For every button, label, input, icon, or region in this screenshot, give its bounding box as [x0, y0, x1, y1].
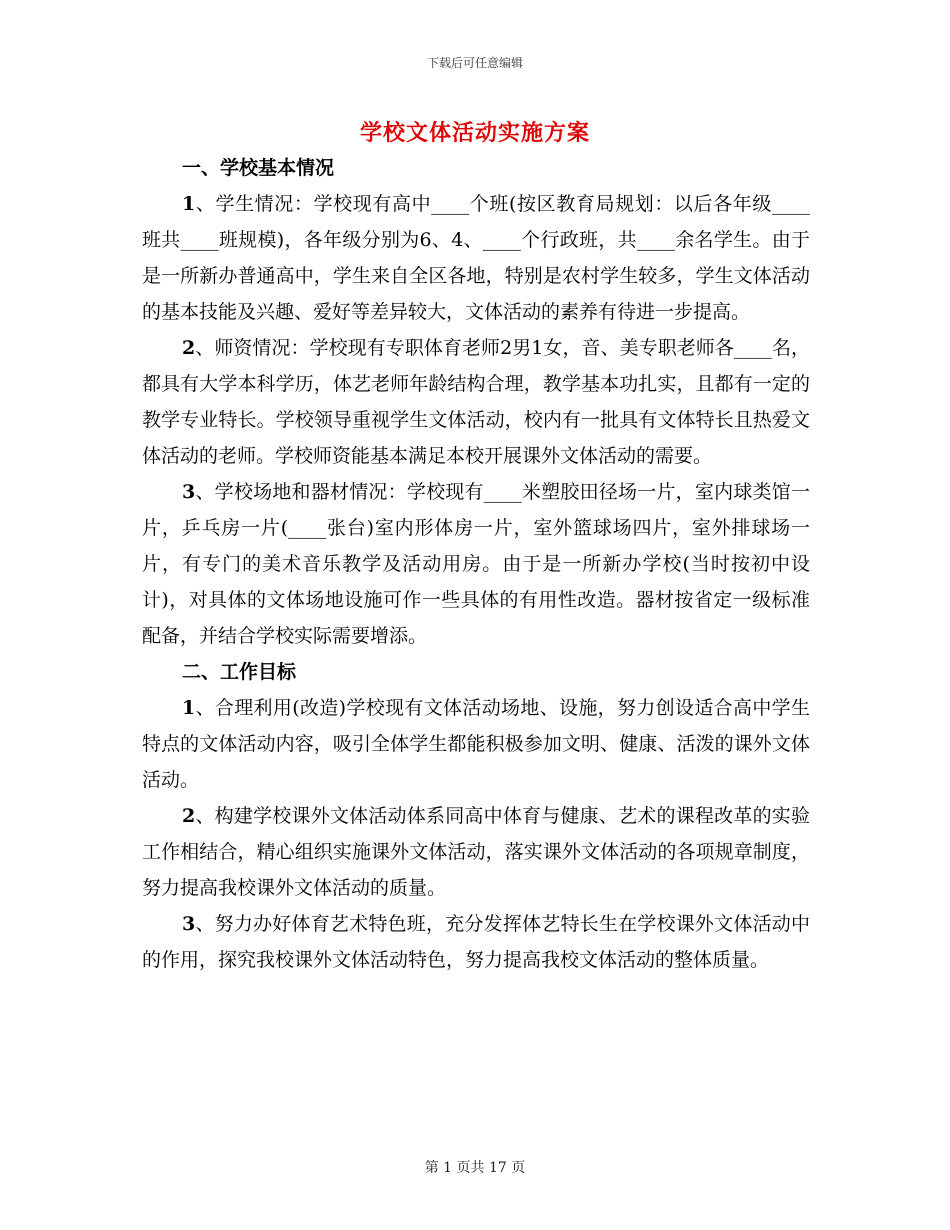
paragraph-number: 3 [182, 481, 196, 503]
document-title: 学校文体活动实施方案 [359, 120, 590, 146]
paragraph-student-situation [142, 186, 810, 330]
paragraph-goal-3 [142, 906, 810, 978]
paragraph-number: 1 [182, 697, 196, 719]
paragraph-text: 、师资情况：学校现有专职体育老师2男1女，音、美专职老师各____名，都具有大学本科学历，体艺老师年龄结构合理，教学基本功扎实，且都有一定的教学专业特长。学校领导重视学生文体活动，校内有一批具有文体特长且热爱文体活动的老师。学校师资能基本满足本校开展课外文体活动的需要。 [142, 337, 810, 467]
paragraph-goal-1 [142, 690, 810, 798]
section-heading: 一、学校基本情况 [182, 157, 335, 179]
document-body [142, 150, 810, 978]
paragraph-number: 2 [182, 337, 196, 359]
paragraph-text: 、构建学校课外文体活动体系同高中体育与健康、艺术的课程改革的实验工作相结合，精心组织实施课外文体活动，落实课外文体活动的各项规章制度，努力提高我校课外文体活动的质量。 [142, 805, 810, 899]
paragraph-teacher-situation [142, 330, 810, 474]
paragraph-number: 1 [182, 193, 196, 215]
paragraph-number: 2 [182, 805, 196, 827]
page-number-footer: 第 1 页共 17 页 [424, 1160, 526, 1176]
section-basic-situation [142, 150, 810, 654]
paragraph-text: 、合理利用(改造)学校现有文体活动场地、设施，努力创设适合高中学生特点的文体活动内容，吸引全体学生都能积极参加文明、健康、活泼的课外文体活动。 [142, 697, 810, 791]
section-work-goals [142, 654, 810, 978]
section-heading: 二、工作目标 [182, 661, 297, 683]
paragraph-text: 、努力办好体育艺术特色班，充分发挥体艺特长生在学校课外文体活动中的作用，探究我校课外文体活动特色，努力提高我校文体活动的整体质量。 [142, 913, 810, 971]
paragraph-text: 、学生情况：学校现有高中____个班(按区教育局规划：以后各年级____班共____班规模)，各年级分别为6、4、____个行政班，共____余名学生。由于是一所新办普通高中，学生来自全区各地，特别是农村学生较多，学生文体活动的基本技能及兴趣、爱好等差异较大，文体活动的素养有待进一步提高。 [142, 193, 810, 323]
page-header-note: 下载后可任意编辑 [426, 56, 523, 70]
paragraph-number: 3 [182, 913, 196, 935]
paragraph-venue-equipment [142, 474, 810, 654]
paragraph-goal-2 [142, 798, 810, 906]
paragraph-text: 、学校场地和器材情况：学校现有____米塑胶田径场一片，室内球类馆一片，乒乓房一片(____张台)室内形体房一片，室外篮球场四片，室外排球场一片，有专门的美术音乐教学及活动用房。由于是一所新办学校(当时按初中设计)，对具体的文体场地设施可作一些具体的有用性改造。器材按省定一级标准配备，并结合学校实际需要增添。 [142, 481, 810, 647]
